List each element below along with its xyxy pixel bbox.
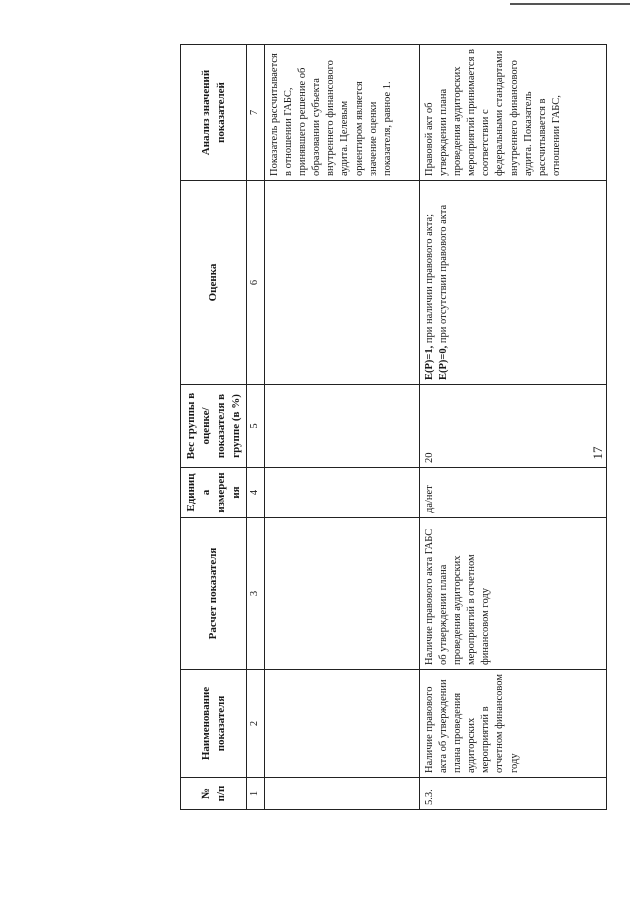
row-eval (419, 181, 606, 385)
eval-formula-2: E(P)=0, (437, 345, 449, 380)
row-name: Наличие правового акта об утверждении плана проведения аудиторских мероприятий в отчетном финансовом году (419, 670, 606, 778)
cell-empty (264, 181, 419, 385)
col-number: 6 (247, 181, 264, 385)
cell-empty (264, 518, 419, 670)
col-number: 3 (247, 518, 264, 670)
row-analysis: Правовой акт об утверждении плана проведения аудиторских мероприятий принимается в соответствии с федеральными стандартами внутреннего финансового аудита. Показатель рассчитывается в отношении ГАБС, (419, 45, 606, 181)
cell-empty (264, 670, 419, 778)
cell-empty (264, 385, 419, 468)
page-number: 17 (590, 446, 605, 460)
table-row (419, 45, 606, 810)
col-number: 1 (247, 778, 264, 810)
eval-text-1: при наличии правового акта; (423, 213, 435, 346)
header-num: № п/п (181, 778, 247, 810)
cell-empty (264, 468, 419, 518)
cell-empty (264, 778, 419, 810)
continued-analysis: Показатель рассчитывается в отношении ГАБС, принявшего решение об образовании субъекта внутреннего финансового аудита. Целевым ориентиром является значение оценки показателя, равное 1. (264, 45, 419, 181)
header-name: Наименование показателя (181, 670, 247, 778)
indicator-table (180, 44, 607, 810)
col-number: 2 (247, 670, 264, 778)
row-unit: да/нет (419, 468, 606, 518)
continued-row (264, 45, 419, 810)
header-analysis: Анализ значений показателей (181, 45, 247, 181)
col-number: 4 (247, 468, 264, 518)
col-number: 7 (247, 45, 264, 181)
header-eval: Оценка (181, 181, 247, 385)
header-unit: Единица измерения (181, 468, 247, 518)
header-calc: Расчет показателя (181, 518, 247, 670)
row-weight: 20 (419, 385, 606, 468)
eval-formula-1: E(P)=1, (423, 345, 435, 380)
header-row (181, 45, 247, 810)
eval-text-2: при отсутствии правового акта (437, 204, 449, 346)
column-number-row (247, 45, 264, 810)
row-num: 5.3. (419, 778, 606, 810)
col-number: 5 (247, 385, 264, 468)
row-calc: Наличие правового акта ГАБС об утверждении плана проведения аудиторских мероприятий в отчетном финансовом году (419, 518, 606, 670)
header-weight: Вес группы в оценке/ показателя в группе (в %) (181, 385, 247, 468)
